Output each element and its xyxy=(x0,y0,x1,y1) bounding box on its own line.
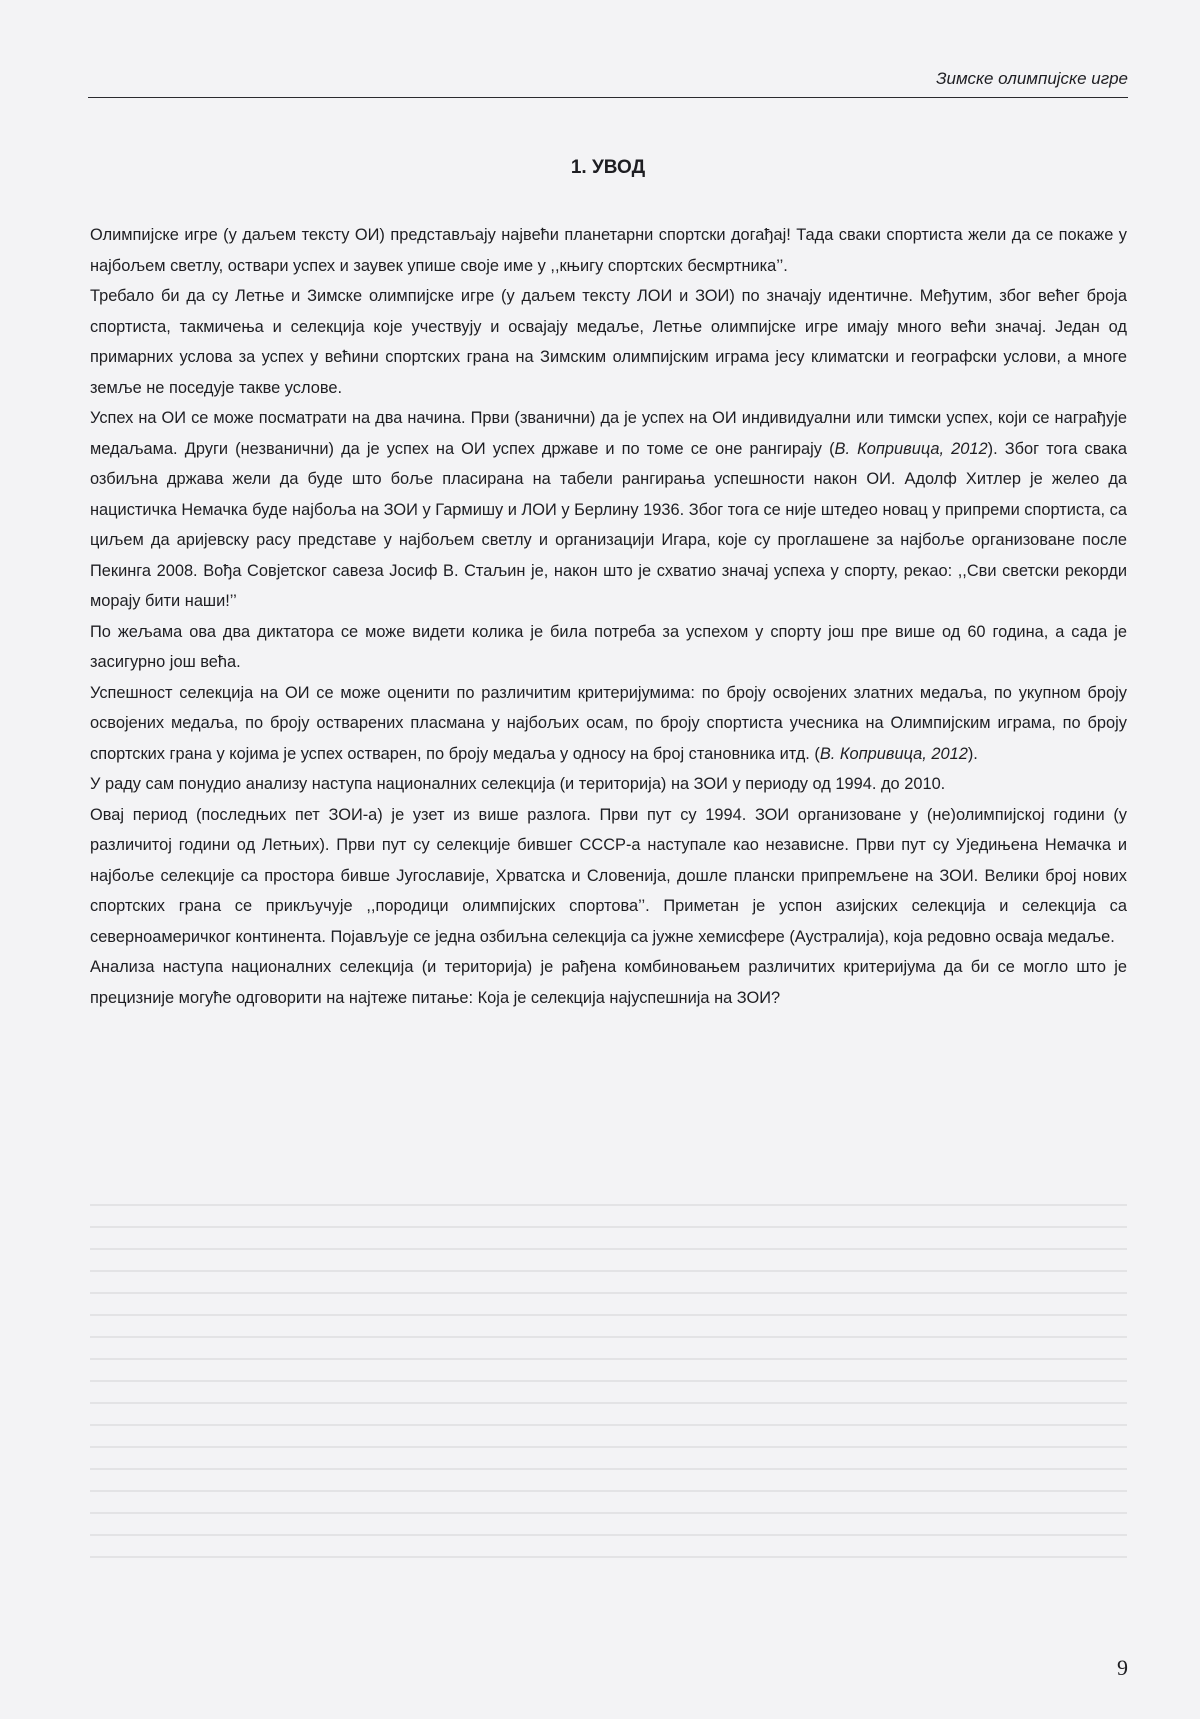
text-run: Требало би да су Летње и Зимске олимпијске игре (у даљем тексту ЛОИ и ЗОИ) по значају идентичне. Међутим, због већег броја спортиста, такмичења и селекција које учествују и освајају медаље, Летње олимпијске игре имају много већи значај. Један од примарних услова за успех у већини спортских грана на Зимским олимпијским играма јесу климатски и географски услови, а многе земље не поседује такве услове. xyxy=(90,287,1127,397)
paragraph xyxy=(90,769,1127,800)
citation: В. Копривица, 2012 xyxy=(819,744,968,763)
paragraph xyxy=(90,952,1127,1013)
chapter-title: 1. УВОД xyxy=(570,157,646,178)
bleed-through-texture xyxy=(90,1190,1127,1570)
citation: В. Копривица, 2012 xyxy=(834,439,988,458)
text-run: Успех на ОИ се може посматрати на два начина. Први (званични) да је успех на ОИ индивидуални или тимски успех, који се награђује медаљама. Други (незванични) да је успех на ОИ успех државе и по томе се оне рангирају ( xyxy=(90,409,1127,458)
paragraph xyxy=(90,800,1127,953)
text-run: ). xyxy=(967,744,978,763)
paragraph xyxy=(90,403,1127,617)
text-run: ). Због тога свака озбиљна држава жели да буде што боље пласирана на табели рангирања успешности након ОИ. Адолф Хитлер је желео да нацистичка Немачка буде најбоља на ЗОИ у Гармишу и ЛОИ у Берлину 1936. Због тога се није штедео новац у припреми спортиста, са циљем да аријевску расу представе у најбољем светлу и организацији Игара, које су проглашене за најбоље организоване после Пекинга 2008. Вођа Совјетског савеза Јосиф В. Стаљин је, након што је схватио значај успеха у спорту, рекао: ,,Сви светски рекорди морају бити наши!’’ xyxy=(90,439,1127,610)
header-rule xyxy=(88,97,1128,98)
running-header: Зимске олимпијске игре xyxy=(936,69,1128,88)
paragraph xyxy=(90,220,1127,281)
text-run: Успешност селекција на ОИ се може оценити по различитим критеријумима: по броју освојених златних медаља, по укупном броју освојених медаља, по броју остварених пласмана у најбољих осам, по броју спортиста учесника на Олимпијским играма, по броју спортских грана у којима је успех остварен, по броју медаља у односу на број становника итд. ( xyxy=(90,683,1127,763)
text-run: Овај период (последњих пет ЗОИ-а) је узет из више разлога. Први пут су 1994. ЗОИ организоване у (не)олимпијској години (у различитој години од Летњих). Први пут су селекције бившег СССР-а наступале као независне. Први пут су Уједињена Немачка и најбоље селекције са простора бивше Југославије, Хрватска и Словенија, дошле плански припремљене на ЗОИ. Велики број нових спортских грана се прикључује ,,породици олимпијских спортова’’. Приметан је успон азијских селекција и селекција са северноамеричког континента. Појављује се једна озбиљна селекција са јужне хемисфере (Аустралија), која редовно осваја медаље. xyxy=(90,805,1127,946)
text-run: У раду сам понудио анализу наступа националних селекција (и територија) на ЗОИ у периоду од 1994. до 2010. xyxy=(90,775,946,793)
text-run: Анализа наступа националних селекција (и територија) је рађена комбиновањем различитих критеријума да би се могло што је прецизније могуће одговорити на најтеже питање: Која је селекција најуспешнија на ЗОИ? xyxy=(90,958,1127,1007)
text-run: Олимпијске игре (у даљем тексту ОИ) представљају највећи планетарни спортски догађај! Тада сваки спортиста жели да се покаже у најбољем светлу, оствари успех и заувек упише своје име у ,,књигу спортских бесмртника’’. xyxy=(90,226,1127,275)
text-run: По жељама ова два диктатора се може видети колика је била потреба за успехом у спорту још пре више од 60 година, а сада је засигурно још већа. xyxy=(90,622,1127,671)
body-text xyxy=(90,220,1127,1013)
page-number: 9 xyxy=(1117,1655,1128,1680)
paragraph xyxy=(90,678,1127,770)
paragraph xyxy=(90,617,1127,678)
paragraph xyxy=(90,281,1127,403)
